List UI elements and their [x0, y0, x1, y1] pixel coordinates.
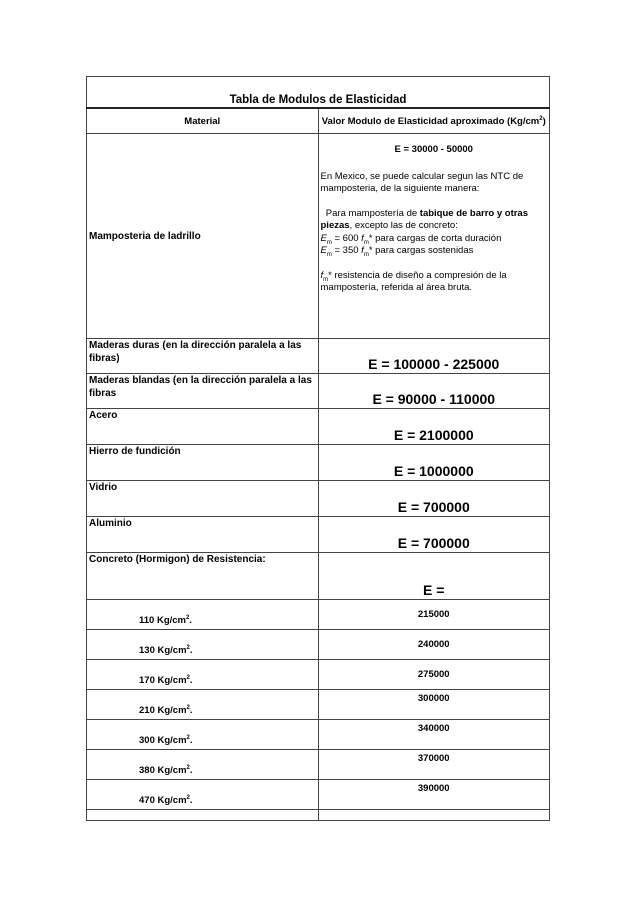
material-cell: Maderas blandas (en la dirección paralela a las fibras [87, 374, 319, 409]
table-row [87, 720, 550, 750]
table-row [87, 374, 550, 409]
resistance-cell: 170 $Kg/cm^2$. [87, 660, 319, 690]
value-cell: E = [318, 553, 550, 600]
document-page [86, 76, 550, 821]
table-row [87, 660, 550, 690]
table-row [87, 600, 550, 630]
table-row [87, 134, 550, 339]
material-cell: Mamposteria de ladrillo [87, 134, 319, 339]
resistance-cell: 130 $Kg/cm^2$. [87, 630, 319, 660]
resistance-cell: 380 $Kg/cm^2$. [87, 750, 319, 780]
value-cell: E = 1000000 [318, 445, 550, 481]
value-cell: 300000 [318, 690, 550, 720]
table-row [87, 553, 550, 600]
value-cell: E = 100000 - 225000 [318, 339, 550, 374]
material-cell: Hierro de fundición [87, 445, 319, 481]
table-row [87, 690, 550, 720]
value-cell: 215000 [318, 600, 550, 630]
empty-cell [87, 810, 319, 821]
header-value: Valor Modulo de Elasticidad aproximado $(Kg/cm^2)$ [318, 108, 550, 134]
elasticity-table [86, 76, 550, 821]
table-row [87, 750, 550, 780]
value-cell: 340000 [318, 720, 550, 750]
material-cell: Acero [87, 409, 319, 445]
table-row [87, 630, 550, 660]
value-cell: 275000 [318, 660, 550, 690]
value-cell: 370000 [318, 750, 550, 780]
mamposteria-range: E = 30000 - 50000 [394, 144, 473, 155]
material-cell: Aluminio [87, 517, 319, 553]
mamposteria-intro: En Mexico, se puede calcular segun las NTC de mamposteria, de la siguiente manera: [320, 170, 524, 194]
value-cell: E = 2100000 [318, 409, 550, 445]
resistance-cell: 470 $Kg/cm^2$. [87, 780, 319, 810]
value-cell: 240000 [318, 630, 550, 660]
table-title: Tabla de Modulos de Elasticidad [87, 77, 550, 109]
resistance-cell: 210 $Kg/cm^2$. [87, 690, 319, 720]
table-row [87, 445, 550, 481]
header-material: Material [87, 108, 319, 134]
value-cell: E = 700000 [318, 481, 550, 517]
resistance-cell: 300 $Kg/cm^2$. [87, 720, 319, 750]
material-cell: Maderas duras (en la dirección paralela a las fibras) [87, 339, 319, 374]
table-row [87, 517, 550, 553]
table-row [87, 481, 550, 517]
value-cell: 390000 [318, 780, 550, 810]
value-cell: E = 700000 [318, 517, 550, 553]
header-row [87, 108, 550, 134]
value-cell [318, 134, 550, 339]
table-row [87, 780, 550, 810]
empty-row [87, 810, 550, 821]
mamposteria-note: $f_m*$ resistencia de diseño a compresión de la mampostería, referida al área bruta. [320, 269, 507, 293]
mamposteria-formula: Para mampostería de tabique de barro y otras piezas, excepto las de concreto: $E_m = 600$ $f_m*$ para cargas de corta duración $E_m = 350$ $f_m*$ para cargas sostenidas [320, 207, 529, 258]
table-row [87, 339, 550, 374]
resistance-cell: 110 $Kg/cm^2$. [87, 600, 319, 630]
material-cell: Vidrio [87, 481, 319, 517]
empty-cell [318, 810, 550, 821]
material-cell: Concreto (Hormigon) de Resistencia: [87, 553, 319, 600]
table-row [87, 409, 550, 445]
value-cell: E = 90000 - 110000 [318, 374, 550, 409]
